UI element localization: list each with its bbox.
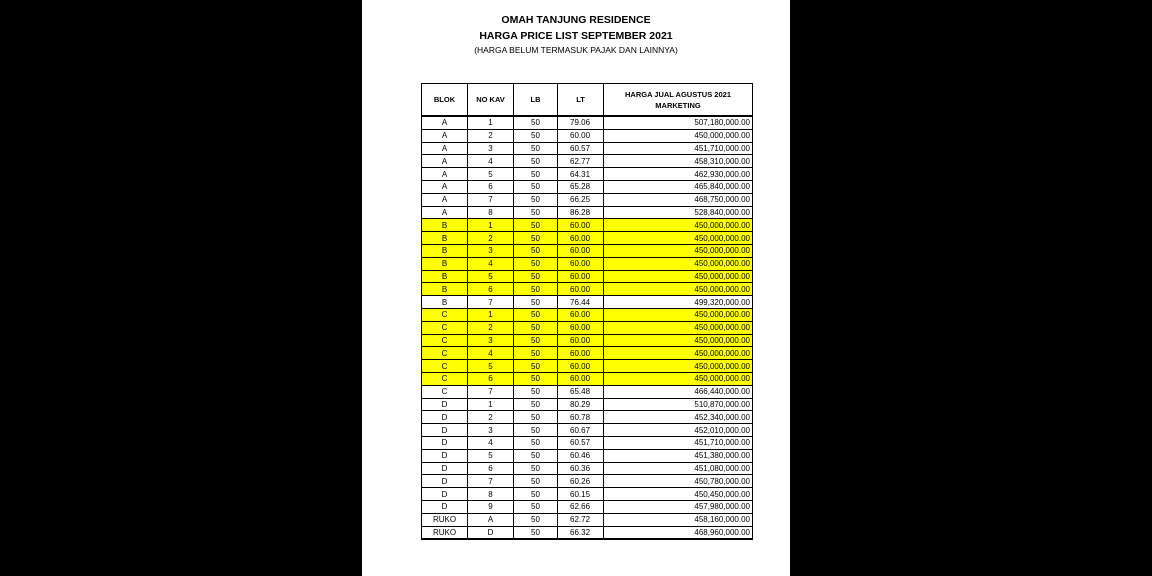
cell-blok: C	[422, 321, 468, 334]
cell-lb: 50	[514, 219, 558, 232]
cell-lb: 50	[514, 257, 558, 270]
table-row	[422, 347, 753, 360]
cell-no-kav: 1	[468, 308, 514, 321]
cell-lb: 50	[514, 462, 558, 475]
cell-lt: 60.57	[558, 436, 604, 449]
cell-harga: 451,380,000.00	[604, 449, 753, 462]
table-row	[422, 142, 753, 155]
cell-blok: B	[422, 257, 468, 270]
table-row	[422, 116, 753, 129]
cell-harga: 507,180,000.00	[604, 116, 753, 129]
document-subtitle: HARGA PRICE LIST SEPTEMBER 2021	[479, 30, 673, 42]
cell-lb: 50	[514, 360, 558, 373]
cell-lb: 50	[514, 334, 558, 347]
cell-blok: B	[422, 244, 468, 257]
cell-harga: 450,780,000.00	[604, 475, 753, 488]
cell-no-kav: 1	[468, 219, 514, 232]
cell-blok: A	[422, 155, 468, 168]
cell-harga: 510,870,000.00	[604, 398, 753, 411]
cell-no-kav: 1	[468, 398, 514, 411]
table-row	[422, 436, 753, 449]
col-header-blok: BLOK	[422, 84, 468, 117]
cell-lb: 50	[514, 206, 558, 219]
cell-no-kav: 7	[468, 385, 514, 398]
cell-lb: 50	[514, 488, 558, 501]
cell-no-kav: 7	[468, 193, 514, 206]
col-header-harga	[604, 84, 753, 117]
table-row	[422, 283, 753, 296]
cell-no-kav: 4	[468, 347, 514, 360]
cell-lb: 50	[514, 180, 558, 193]
cell-harga: 450,000,000.00	[604, 321, 753, 334]
cell-lt: 60.00	[558, 372, 604, 385]
cell-no-kav: 3	[468, 244, 514, 257]
cell-no-kav: 3	[468, 424, 514, 437]
cell-no-kav: 6	[468, 462, 514, 475]
cell-harga: 450,000,000.00	[604, 270, 753, 283]
cell-blok: D	[422, 449, 468, 462]
cell-harga: 458,310,000.00	[604, 155, 753, 168]
cell-no-kav: 4	[468, 436, 514, 449]
cell-lt: 60.00	[558, 219, 604, 232]
table-row	[422, 500, 753, 513]
cell-lb: 50	[514, 155, 558, 168]
cell-no-kav: 3	[468, 334, 514, 347]
cell-no-kav: 5	[468, 449, 514, 462]
cell-lb: 50	[514, 193, 558, 206]
cell-lt: 60.00	[558, 257, 604, 270]
cell-lt: 60.57	[558, 142, 604, 155]
cell-lt: 60.15	[558, 488, 604, 501]
cell-lb: 50	[514, 232, 558, 245]
cell-blok: D	[422, 436, 468, 449]
cell-blok: C	[422, 347, 468, 360]
cell-blok: RUKO	[422, 513, 468, 526]
cell-lt: 80.29	[558, 398, 604, 411]
cell-no-kav: 4	[468, 155, 514, 168]
cell-lb: 50	[514, 321, 558, 334]
cell-no-kav: A	[468, 513, 514, 526]
cell-no-kav: 5	[468, 270, 514, 283]
cell-blok: A	[422, 193, 468, 206]
cell-blok: RUKO	[422, 526, 468, 539]
cell-lb: 50	[514, 398, 558, 411]
cell-lb: 50	[514, 283, 558, 296]
cell-harga: 452,010,000.00	[604, 424, 753, 437]
cell-harga: 450,000,000.00	[604, 283, 753, 296]
cell-harga: 468,960,000.00	[604, 526, 753, 539]
col-header-lb: LB	[514, 84, 558, 117]
cell-lt: 60.00	[558, 334, 604, 347]
cell-blok: B	[422, 283, 468, 296]
cell-lb: 50	[514, 142, 558, 155]
cell-lt: 60.78	[558, 411, 604, 424]
cell-lb: 50	[514, 116, 558, 129]
table-row	[422, 449, 753, 462]
cell-blok: A	[422, 116, 468, 129]
col-header-no-kav: NO KAV	[468, 84, 514, 117]
cell-harga: 499,320,000.00	[604, 296, 753, 309]
cell-blok: D	[422, 411, 468, 424]
table-row	[422, 334, 753, 347]
cell-harga: 451,710,000.00	[604, 142, 753, 155]
cell-lb: 50	[514, 347, 558, 360]
cell-harga: 451,080,000.00	[604, 462, 753, 475]
cell-lb: 50	[514, 449, 558, 462]
table-row	[422, 257, 753, 270]
cell-lb: 50	[514, 296, 558, 309]
cell-lt: 60.67	[558, 424, 604, 437]
cell-no-kav: 6	[468, 180, 514, 193]
table-row	[422, 513, 753, 526]
cell-harga: 452,340,000.00	[604, 411, 753, 424]
table-row	[422, 180, 753, 193]
table-row	[422, 270, 753, 283]
cell-blok: B	[422, 219, 468, 232]
cell-lt: 60.46	[558, 449, 604, 462]
table-header-row	[422, 84, 753, 117]
cell-harga: 450,000,000.00	[604, 232, 753, 245]
cell-blok: D	[422, 462, 468, 475]
cell-harga: 450,000,000.00	[604, 219, 753, 232]
cell-lb: 50	[514, 500, 558, 513]
table-row	[422, 462, 753, 475]
table-row	[422, 526, 753, 539]
cell-lt: 86.28	[558, 206, 604, 219]
cell-blok: C	[422, 385, 468, 398]
cell-blok: B	[422, 232, 468, 245]
cell-lb: 50	[514, 244, 558, 257]
document-note: (HARGA BELUM TERMASUK PAJAK DAN LAINNYA)	[474, 45, 678, 55]
table-row	[422, 424, 753, 437]
cell-no-kav: 4	[468, 257, 514, 270]
cell-blok: B	[422, 270, 468, 283]
cell-harga: 450,000,000.00	[604, 360, 753, 373]
document-page	[362, 0, 790, 576]
price-list-table	[421, 83, 753, 540]
cell-lt: 60.00	[558, 244, 604, 257]
cell-harga: 466,440,000.00	[604, 385, 753, 398]
cell-harga: 450,000,000.00	[604, 347, 753, 360]
cell-no-kav: 5	[468, 360, 514, 373]
cell-blok: A	[422, 180, 468, 193]
cell-lb: 50	[514, 411, 558, 424]
cell-harga: 450,450,000.00	[604, 488, 753, 501]
cell-no-kav: D	[468, 526, 514, 539]
cell-lb: 50	[514, 526, 558, 539]
cell-lb: 50	[514, 385, 558, 398]
cell-no-kav: 7	[468, 475, 514, 488]
cell-lb: 50	[514, 424, 558, 437]
cell-lt: 60.00	[558, 270, 604, 283]
cell-blok: C	[422, 360, 468, 373]
cell-lt: 76.44	[558, 296, 604, 309]
cell-no-kav: 2	[468, 411, 514, 424]
table-row	[422, 129, 753, 142]
cell-blok: A	[422, 206, 468, 219]
cell-lb: 50	[514, 308, 558, 321]
cell-lt: 60.00	[558, 283, 604, 296]
cell-lb: 50	[514, 436, 558, 449]
cell-lb: 50	[514, 513, 558, 526]
cell-no-kav: 8	[468, 206, 514, 219]
cell-blok: D	[422, 500, 468, 513]
cell-harga: 450,000,000.00	[604, 129, 753, 142]
table-row	[422, 360, 753, 373]
cell-harga: 450,000,000.00	[604, 372, 753, 385]
table-row	[422, 155, 753, 168]
cell-no-kav: 6	[468, 372, 514, 385]
table-row	[422, 411, 753, 424]
cell-harga: 450,000,000.00	[604, 308, 753, 321]
cell-lb: 50	[514, 129, 558, 142]
cell-lb: 50	[514, 270, 558, 283]
cell-no-kav: 7	[468, 296, 514, 309]
cell-blok: A	[422, 168, 468, 181]
table-row	[422, 168, 753, 181]
cell-harga: 457,980,000.00	[604, 500, 753, 513]
cell-blok: B	[422, 296, 468, 309]
cell-lt: 60.36	[558, 462, 604, 475]
cell-lt: 60.00	[558, 308, 604, 321]
cell-harga: 450,000,000.00	[604, 334, 753, 347]
cell-lb: 50	[514, 475, 558, 488]
cell-lt: 66.25	[558, 193, 604, 206]
table-row	[422, 321, 753, 334]
cell-harga: 451,710,000.00	[604, 436, 753, 449]
col-header-lt: LT	[558, 84, 604, 117]
cell-harga: 528,840,000.00	[604, 206, 753, 219]
cell-lt: 60.00	[558, 129, 604, 142]
table-row	[422, 475, 753, 488]
col-header-harga-line1: HARGA JUAL AGUSTUS 2021	[625, 89, 731, 99]
cell-blok: D	[422, 475, 468, 488]
table-row	[422, 372, 753, 385]
cell-lt: 62.72	[558, 513, 604, 526]
cell-lt: 65.48	[558, 385, 604, 398]
cell-no-kav: 5	[468, 168, 514, 181]
cell-no-kav: 8	[468, 488, 514, 501]
cell-lb: 50	[514, 168, 558, 181]
cell-harga: 462,930,000.00	[604, 168, 753, 181]
cell-lt: 62.77	[558, 155, 604, 168]
cell-blok: D	[422, 488, 468, 501]
cell-blok: C	[422, 372, 468, 385]
table-row	[422, 206, 753, 219]
document-title: OMAH TANJUNG RESIDENCE	[501, 14, 651, 26]
table-row	[422, 219, 753, 232]
cell-lt: 62.66	[558, 500, 604, 513]
cell-lt: 65.28	[558, 180, 604, 193]
table-row	[422, 193, 753, 206]
cell-harga: 468,750,000.00	[604, 193, 753, 206]
cell-blok: A	[422, 129, 468, 142]
cell-no-kav: 3	[468, 142, 514, 155]
cell-no-kav: 2	[468, 232, 514, 245]
cell-harga: 458,160,000.00	[604, 513, 753, 526]
cell-blok: D	[422, 424, 468, 437]
cell-lb: 50	[514, 372, 558, 385]
cell-no-kav: 9	[468, 500, 514, 513]
table-row	[422, 488, 753, 501]
cell-harga: 450,000,000.00	[604, 244, 753, 257]
cell-harga: 465,840,000.00	[604, 180, 753, 193]
cell-blok: C	[422, 334, 468, 347]
table-row	[422, 244, 753, 257]
cell-harga: 450,000,000.00	[604, 257, 753, 270]
table-body	[422, 116, 753, 539]
table-row	[422, 232, 753, 245]
cell-lt: 60.00	[558, 232, 604, 245]
cell-lt: 79.06	[558, 116, 604, 129]
table-row	[422, 308, 753, 321]
cell-blok: D	[422, 398, 468, 411]
table-row	[422, 296, 753, 309]
cell-no-kav: 6	[468, 283, 514, 296]
cell-lt: 60.00	[558, 360, 604, 373]
table-row	[422, 385, 753, 398]
cell-blok: A	[422, 142, 468, 155]
cell-lt: 60.26	[558, 475, 604, 488]
cell-lt: 60.00	[558, 321, 604, 334]
table-row	[422, 398, 753, 411]
cell-lt: 66.32	[558, 526, 604, 539]
cell-no-kav: 1	[468, 116, 514, 129]
col-header-harga-line2: MARKETING	[655, 100, 701, 110]
cell-lt: 60.00	[558, 347, 604, 360]
cell-no-kav: 2	[468, 129, 514, 142]
cell-no-kav: 2	[468, 321, 514, 334]
cell-blok: C	[422, 308, 468, 321]
cell-lt: 64.31	[558, 168, 604, 181]
